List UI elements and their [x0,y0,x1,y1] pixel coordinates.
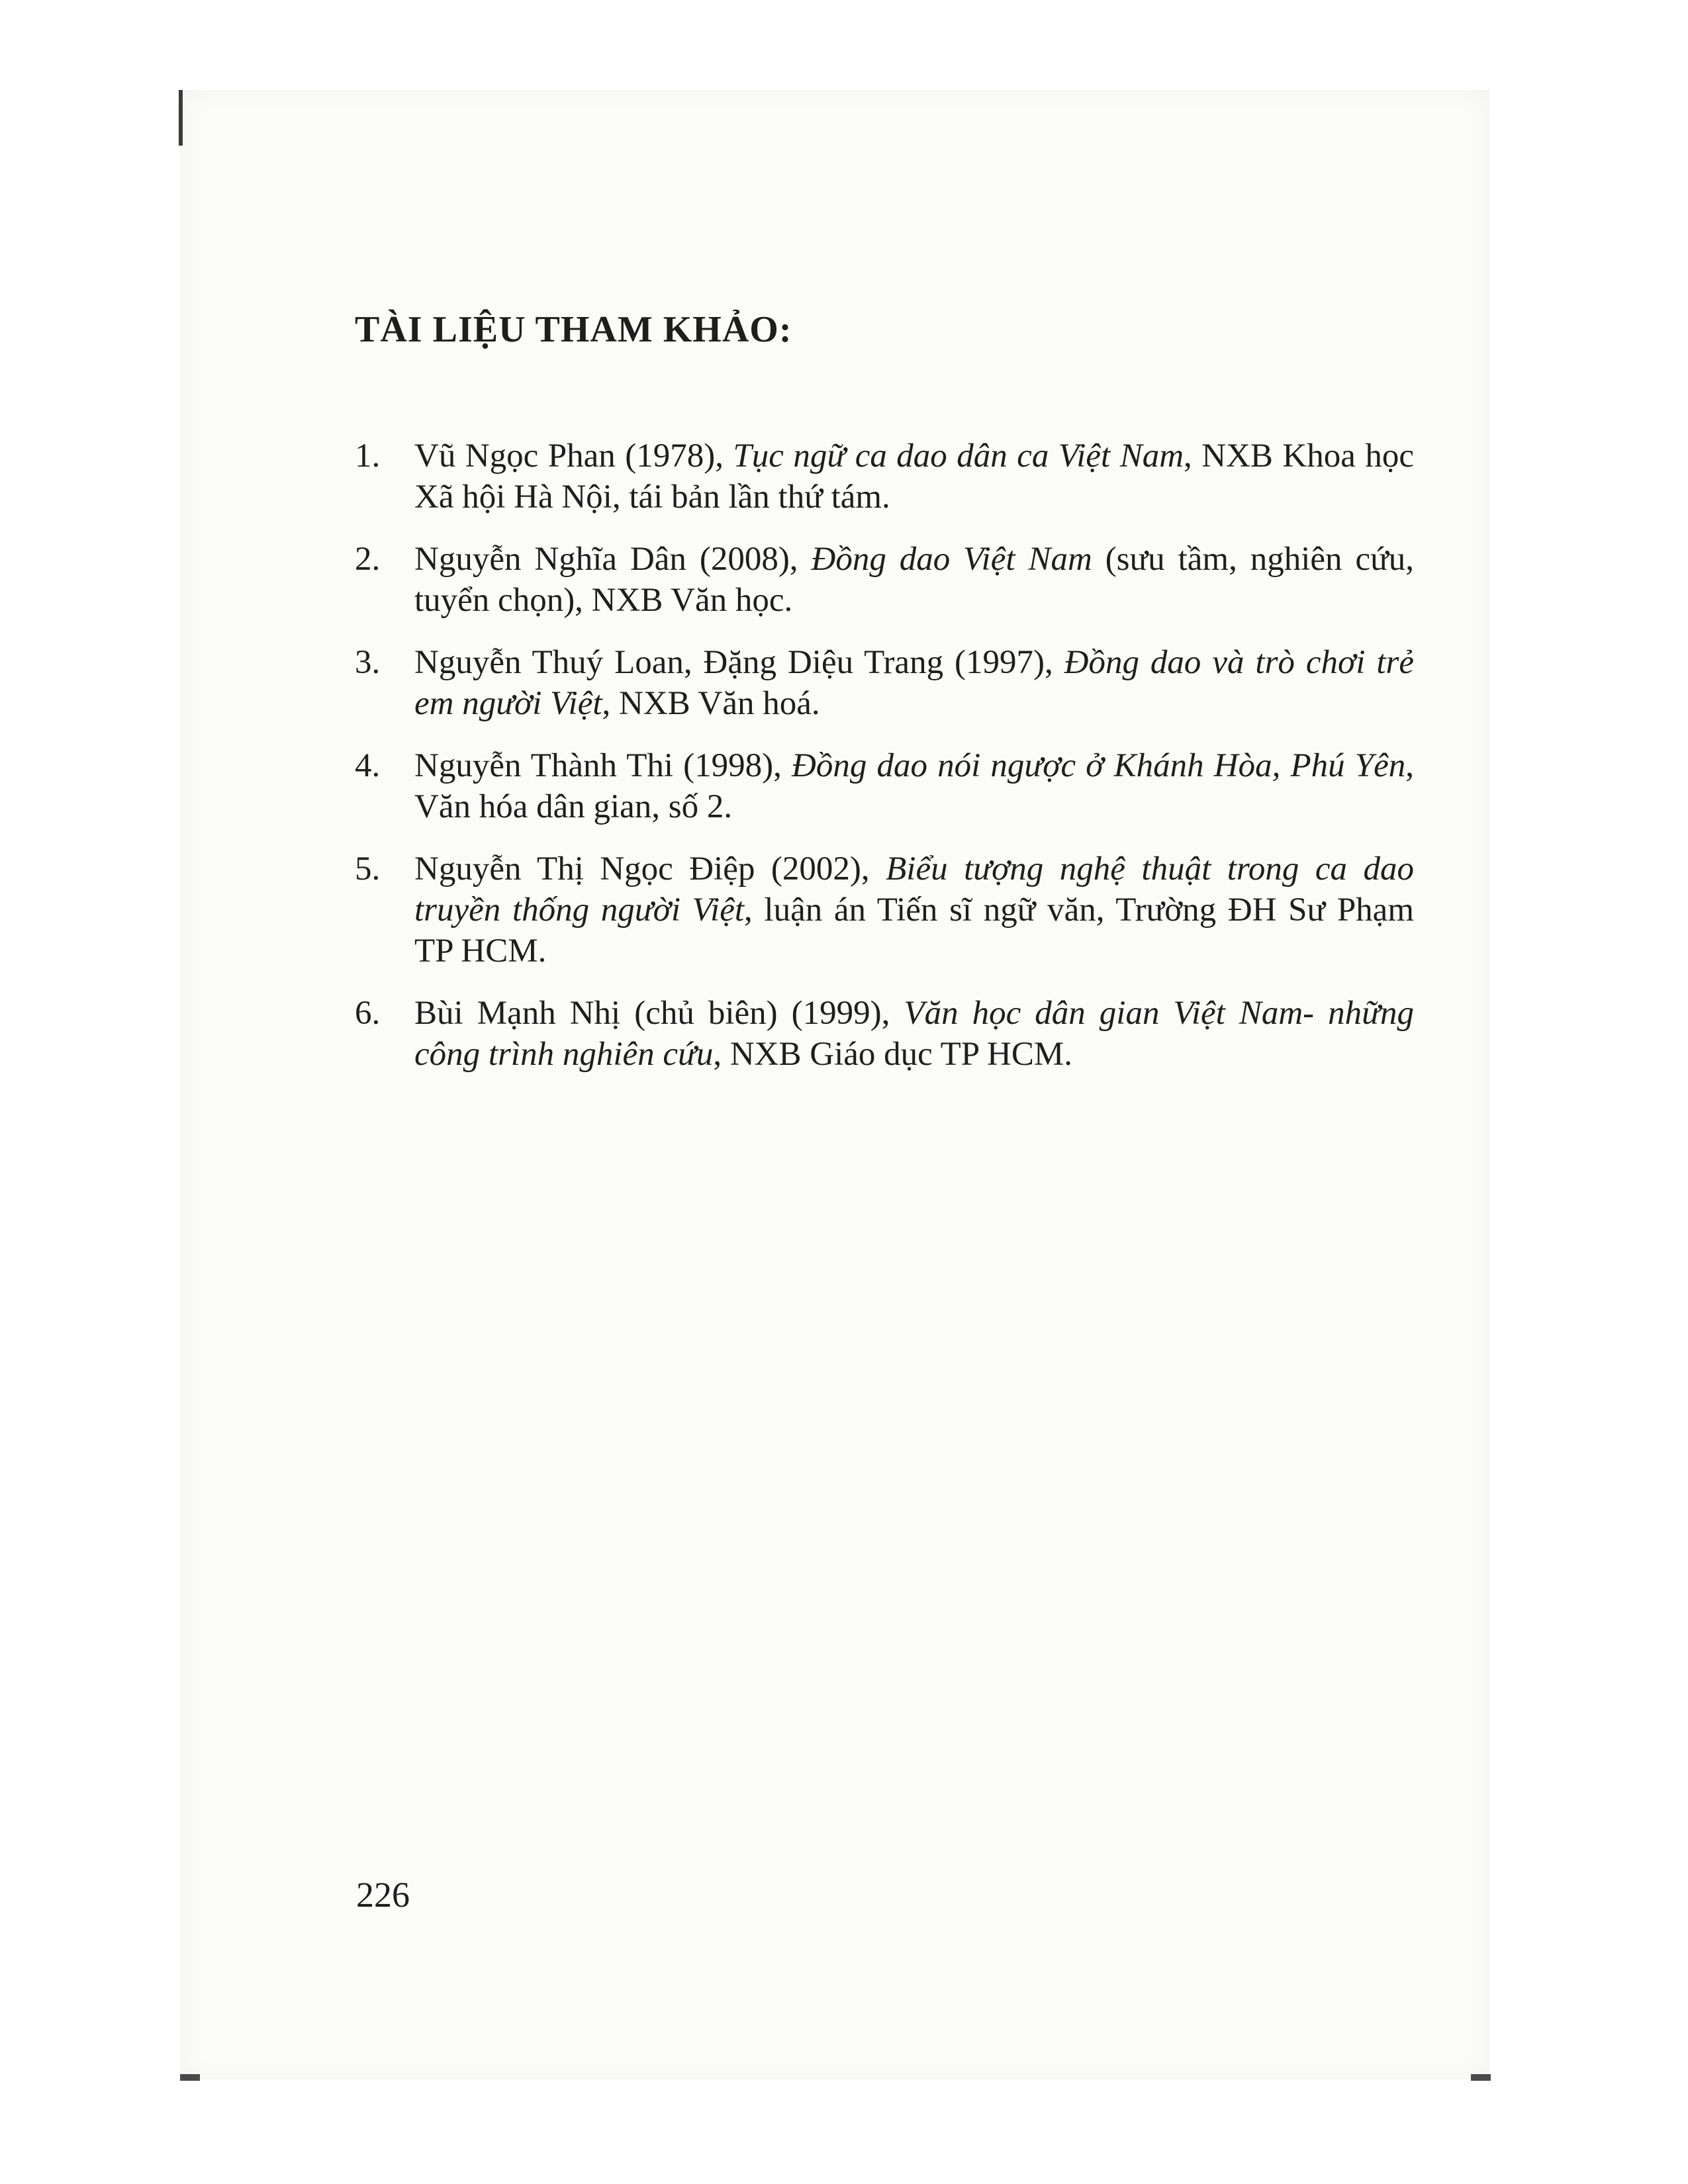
reference-title: Đồng dao nói ngược ở Khánh Hòa, Phú Yên [792,747,1406,784]
reference-title: Biểu tượng nghệ thuật trong ca dao truyền thống người Việt [414,850,1415,929]
binding-edge-mark [179,90,183,146]
reference-item [355,848,1414,972]
reference-number: 3. [355,644,381,681]
reference-publisher: , NXB Giáo dục TP HCM. [713,1036,1072,1073]
reference-item [355,745,1414,827]
reference-number: 2. [355,541,381,578]
bottom-left-edge-mark [180,2074,200,2081]
reference-publisher: (sưu tầm, nghiên cứu, tuyển chọn), NXB Văn học. [414,541,1414,619]
reference-author-year: Vũ Ngọc Phan (1978), [414,437,733,475]
bottom-right-edge-mark [1471,2074,1491,2081]
reference-author-year: Nguyễn Thuý Loan, Đặng Diệu Trang (1997), [414,644,1064,681]
reference-publisher: , NXB Văn hoá. [602,685,820,722]
reference-number: 5. [355,850,381,887]
reference-publisher: , luận án Tiến sĩ ngữ văn, Trường ĐH Sư Phạm TP HCM. [414,891,1414,970]
reference-item [355,993,1414,1075]
reference-title: Đồng dao và trò chơi trẻ em người Việt [414,644,1414,722]
reference-author-year: Nguyễn Nghĩa Dân (2008), [414,541,812,578]
reference-item [355,539,1414,621]
reference-title: Văn học dân gian Việt Nam- những công trình nghiên cứu [414,995,1414,1073]
page-number: 226 [356,1875,410,1915]
reference-list [355,435,1414,1096]
reference-item [355,642,1414,724]
reference-publisher: , Văn hóa dân gian, số 2. [414,747,1415,825]
reference-number: 6. [355,995,381,1032]
reference-author-year: Nguyễn Thị Ngọc Điệp (2002), [414,850,886,887]
reference-publisher: , NXB Khoa học Xã hội Hà Nội, tái bản lần thứ tám. [414,437,1415,516]
reference-item [355,435,1414,518]
reference-title: Đồng dao Việt Nam [811,541,1092,578]
reference-number: 4. [355,747,381,784]
reference-title: Tục ngữ ca dao dân ca Việt Nam [733,437,1184,475]
reference-author-year: Bùi Mạnh Nhị (chủ biên) (1999), [414,995,904,1032]
references-heading: TÀI LIỆU THAM KHẢO: [355,309,792,350]
reference-author-year: Nguyễn Thành Thi (1998), [414,747,792,784]
reference-number: 1. [355,437,381,475]
